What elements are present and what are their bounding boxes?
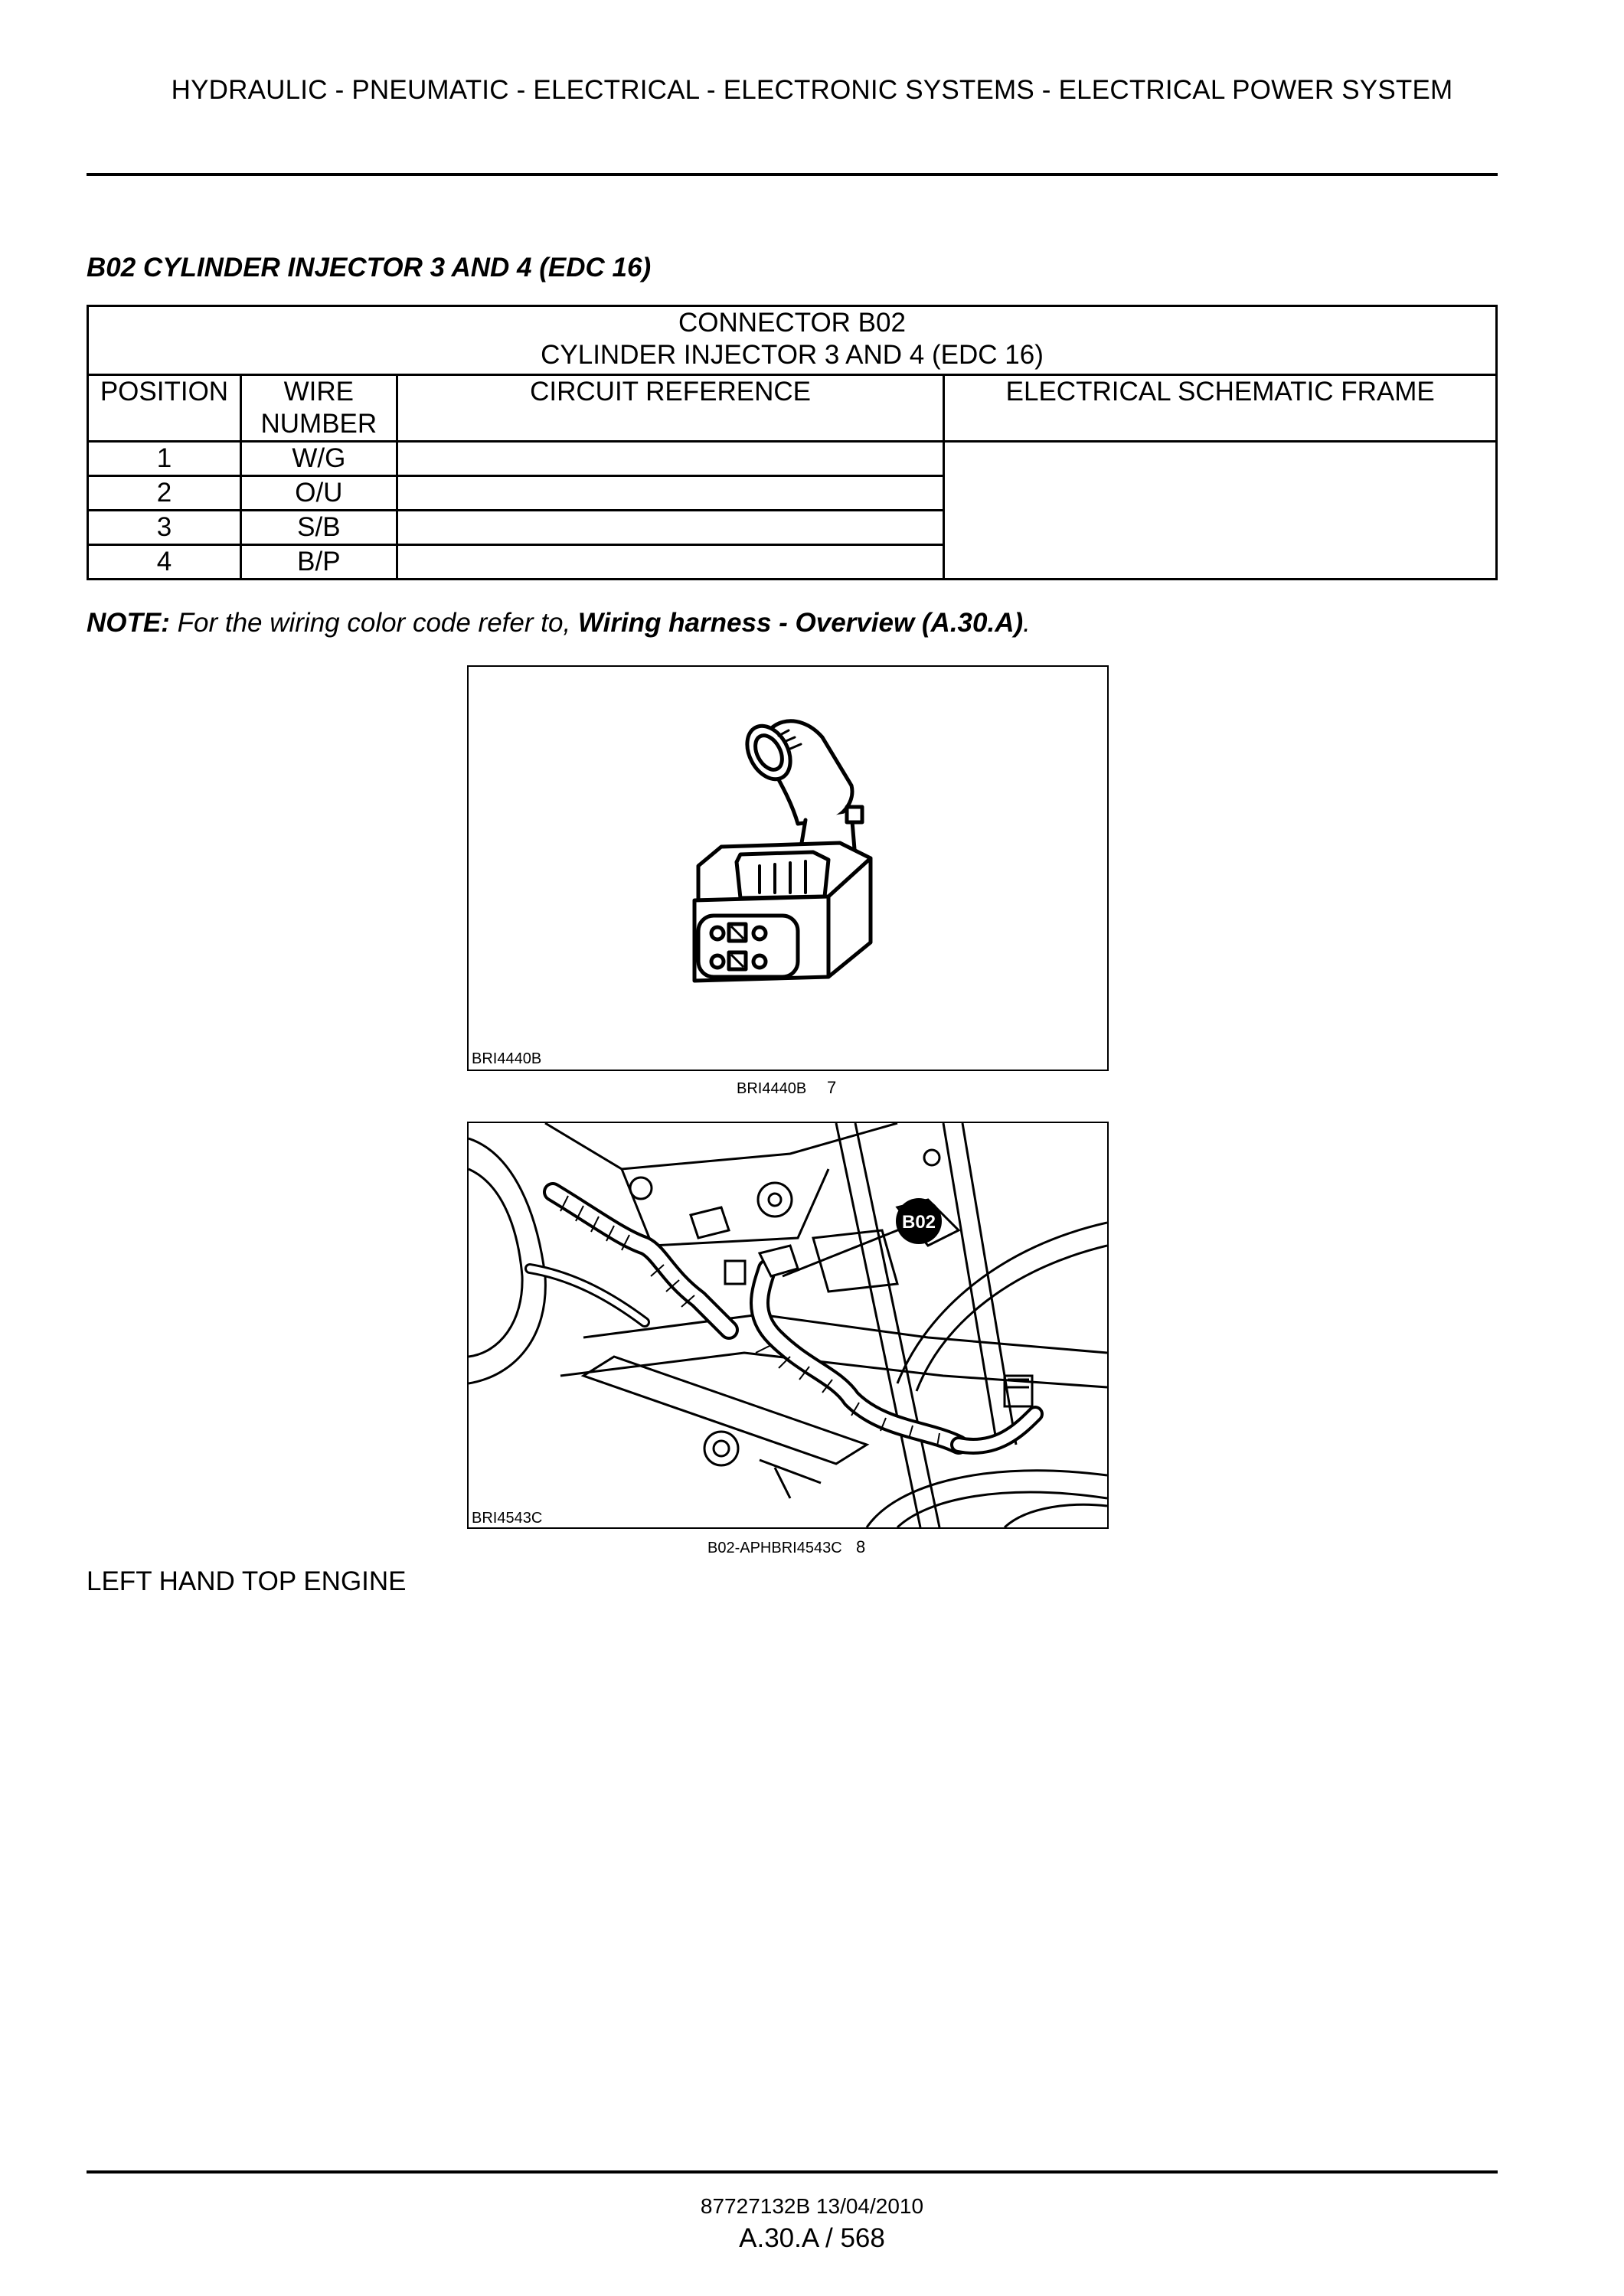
cell-circuit <box>397 545 944 580</box>
header-divider <box>87 173 1498 176</box>
footer-page-number: A.30.A / 568 <box>739 2223 885 2253</box>
figure1-label: BRI4440B <box>472 1050 542 1067</box>
b02-callout: B02 <box>901 1212 936 1233</box>
header-position: POSITION <box>88 375 241 442</box>
cell-position: 3 <box>88 511 241 545</box>
note-text: For the wiring color code refer to, <box>169 608 578 638</box>
cell-position: 1 <box>88 442 241 476</box>
page-header-title: HYDRAULIC - PNEUMATIC - ELECTRICAL - ELECTRONIC SYSTEMS - ELECTRICAL POWER SYSTEM <box>171 75 1453 105</box>
wiring-harness-link[interactable]: Wiring harness - Overview (A.30.A) <box>577 608 1024 638</box>
connector-figure <box>467 665 1109 1071</box>
connector-table-title <box>88 306 1497 375</box>
figure2-caption-number: 8 <box>856 1537 866 1556</box>
cell-wire: W/G <box>240 442 397 476</box>
note-end: . <box>1023 608 1031 638</box>
figure1-caption-code: BRI4440B <box>737 1080 807 1097</box>
cell-circuit <box>397 511 944 545</box>
cell-wire: O/U <box>240 476 397 511</box>
table-row <box>88 442 1497 476</box>
section-title: B02 CYLINDER INJECTOR 3 AND 4 (EDC 16) <box>87 253 652 283</box>
footer-divider <box>87 2170 1498 2174</box>
header-wire-number <box>240 375 397 442</box>
connector-title-line1: CONNECTOR B02 <box>678 308 906 338</box>
cell-wire: B/P <box>240 545 397 580</box>
figure1-caption-number: 7 <box>827 1078 837 1097</box>
connector-table <box>87 305 1498 580</box>
figure2-caption-code: B02-APHBRI4543C <box>707 1540 842 1556</box>
cell-circuit <box>397 476 944 511</box>
engine-drawing <box>469 1123 1107 1527</box>
cell-circuit <box>397 442 944 476</box>
cell-position: 2 <box>88 476 241 511</box>
location-label: LEFT HAND TOP ENGINE <box>87 1566 407 1596</box>
cell-wire: S/B <box>240 511 397 545</box>
figure2-label: BRI4543C <box>472 1510 543 1527</box>
connector-title-line2: CYLINDER INJECTOR 3 AND 4 (EDC 16) <box>541 340 1044 370</box>
header-wire-line1: WIRE <box>283 377 355 407</box>
note-paragraph <box>87 608 1031 639</box>
engine-figure <box>467 1122 1109 1529</box>
header-circuit-reference: CIRCUIT REFERENCE <box>397 375 944 442</box>
footer-doc-code: 87727132B 13/04/2010 <box>700 2194 924 2218</box>
note-label: NOTE: <box>87 608 170 638</box>
connector-drawing <box>469 667 1107 1070</box>
header-wire-line2: NUMBER <box>260 409 377 439</box>
cell-schematic-frame <box>944 442 1497 580</box>
cell-position: 4 <box>88 545 241 580</box>
header-schematic-frame: ELECTRICAL SCHEMATIC FRAME <box>944 375 1497 442</box>
